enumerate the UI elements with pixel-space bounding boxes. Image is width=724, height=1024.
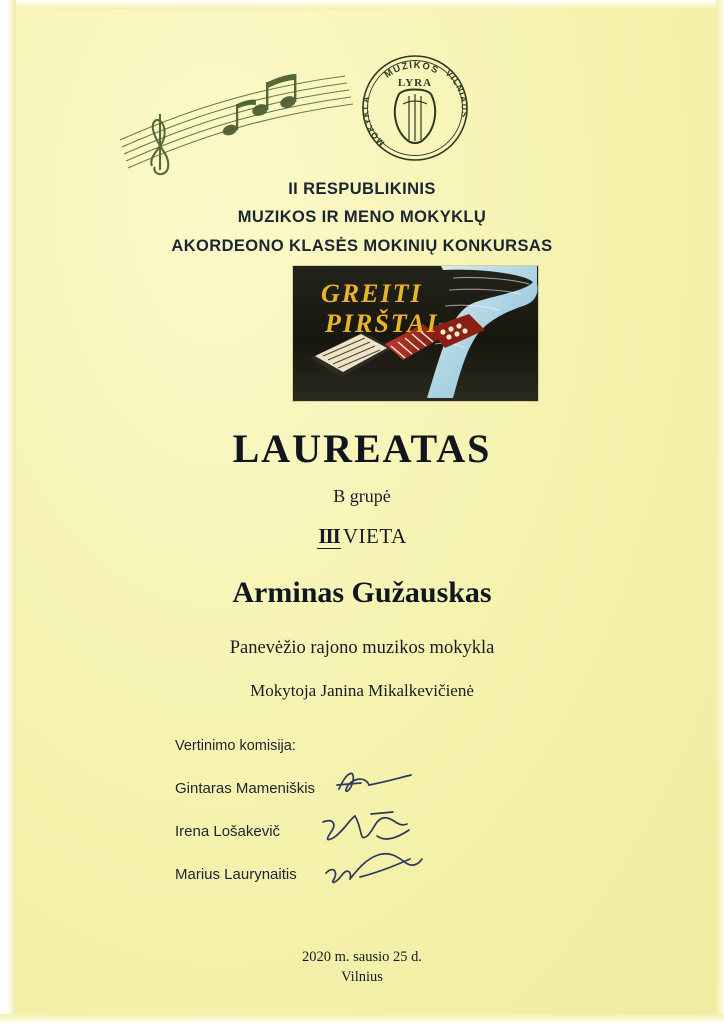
footer-block (0, 948, 724, 987)
jury-member-name: Gintaras Mameniškis (175, 780, 316, 797)
heading-line-1: II RESPUBLIKINIS (288, 180, 436, 198)
paper-edge-left (0, 0, 16, 1024)
teacher-name: Mokytoja Janina Mikalkevičienė (250, 681, 474, 700)
signature-icon (315, 808, 455, 850)
svg-text:VILNIAUS: VILNIAUS (443, 67, 470, 120)
jury-member-name: Marius Laurynaitis (175, 866, 297, 883)
award-title: LAUREATAS (232, 426, 492, 471)
jury-label: Vertinimo komisija: (175, 738, 296, 754)
heading-block (0, 175, 724, 260)
svg-text:PIRŠTAI: PIRŠTAI (325, 309, 439, 338)
svg-text:MUZIKOS: MUZIKOS (382, 59, 441, 81)
award-place-word: VIETA (342, 524, 407, 548)
svg-text:MOKYKLA: MOKYKLA (360, 94, 387, 149)
school-name: Panevėžio rajono muzikos mokykla (229, 638, 495, 658)
issue-date: 2020 m. sausio 25 d. (301, 949, 423, 965)
award-place (0, 524, 724, 549)
school-logo (355, 48, 475, 168)
heading-line-3: AKORDEONO KLASĖS MOKINIŲ KONKURSAS (171, 236, 553, 255)
music-notes-decoration (110, 48, 360, 178)
signature-icon (325, 763, 465, 805)
jury-list (175, 781, 315, 910)
award-place-number: III (318, 524, 340, 548)
award-group: B grupė (333, 486, 391, 506)
heading-line-2: MUZIKOS IR MENO MOKYKLŲ (237, 208, 487, 227)
contest-poster (293, 266, 538, 401)
paper-edge-top (0, 0, 724, 9)
paper-edge-right (716, 0, 724, 1024)
jury-member-name: Irena Lošakevič (175, 823, 281, 840)
paper-edge-bottom (0, 1014, 724, 1024)
winner-name: Arminas Gužauskas (232, 576, 492, 609)
jury-member-row (175, 867, 315, 910)
svg-text:GREITI: GREITI (321, 279, 423, 308)
svg-text:LYRA: LYRA (397, 77, 433, 89)
issue-city: Vilnius (341, 968, 383, 985)
jury-member-row (175, 781, 315, 824)
signature-icon (320, 847, 460, 889)
jury-member-row (175, 824, 315, 867)
